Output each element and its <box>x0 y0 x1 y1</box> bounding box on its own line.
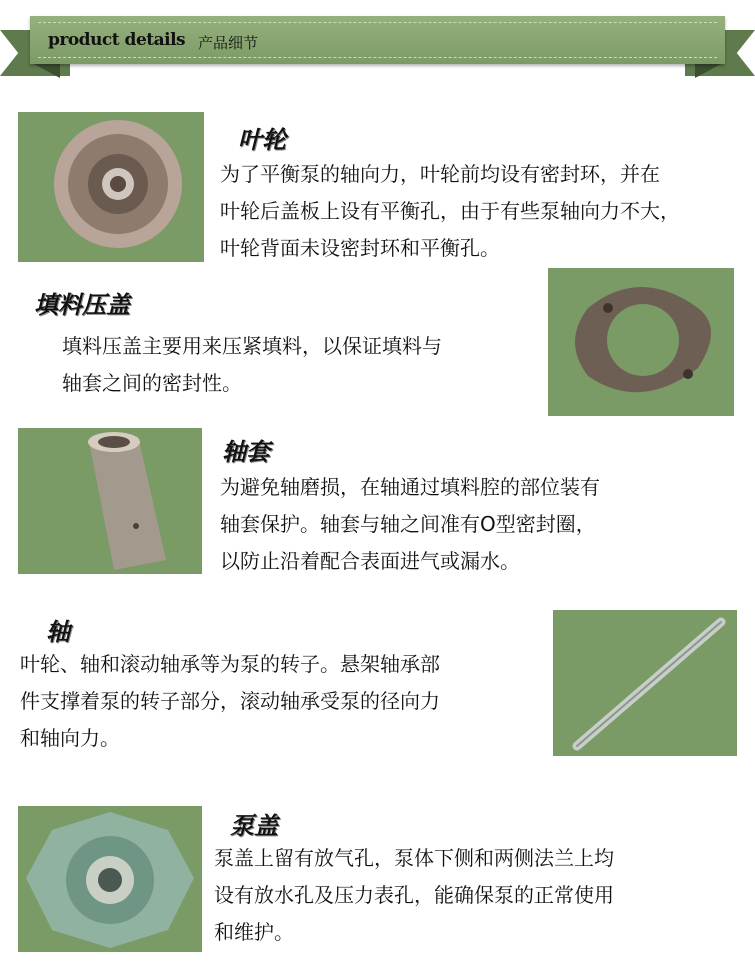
header-title-cn: 产品细节 <box>198 34 259 52</box>
text-line: 叶轮、轴和滚动轴承等为泵的转子。悬架轴承部 <box>20 652 440 676</box>
section-title-sleeve: 轴套 <box>222 438 270 466</box>
impeller-photo <box>18 112 204 262</box>
gland-photo <box>548 268 734 416</box>
section-text-impeller <box>220 156 680 267</box>
text-line: 轴套保护。轴套与轴之间准有O型密封圈， <box>220 512 596 536</box>
header-title-en: product details <box>48 30 186 50</box>
text-line: 设有放水孔及压力表孔，能确保泵的正常使用 <box>214 883 614 907</box>
cover-photo <box>18 806 202 952</box>
section-text-sleeve <box>220 469 600 580</box>
ribbon <box>30 16 725 64</box>
text-line: 为避免轴磨损，在轴通过填料腔的部位装有 <box>220 475 600 499</box>
sleeve-photo <box>18 428 202 574</box>
text-line: 轴套之间的密封性。 <box>62 371 242 395</box>
text-line: 叶轮背面未设密封环和平衡孔。 <box>220 236 500 260</box>
text-line: 叶轮后盖板上设有平衡孔，由于有些泵轴向力不大， <box>220 199 680 223</box>
text-line: 件支撑着泵的转子部分，滚动轴承受泵的径向力 <box>20 689 440 713</box>
text-line: 和维护。 <box>214 920 294 944</box>
text-line: 泵盖上留有放气孔，泵体下侧和两侧法兰上均 <box>214 846 614 870</box>
header-banner <box>0 0 755 100</box>
section-title-impeller: 叶轮 <box>238 126 286 154</box>
text-line: 填料压盖主要用来压紧填料，以保证填料与 <box>62 334 442 358</box>
text-line: 以防止沿着配合表面进气或漏水。 <box>220 549 520 573</box>
text-line: 和轴向力。 <box>20 726 120 750</box>
shaft-photo <box>553 610 737 756</box>
section-text-cover <box>214 840 614 951</box>
section-title-shaft: 轴 <box>46 618 70 646</box>
text-line: 为了平衡泵的轴向力，叶轮前均设有密封环，并在 <box>220 162 660 186</box>
section-title-gland: 填料压盖 <box>34 291 130 319</box>
section-text-gland <box>62 328 442 402</box>
section-text-shaft <box>20 646 440 757</box>
section-title-cover: 泵盖 <box>230 812 278 840</box>
